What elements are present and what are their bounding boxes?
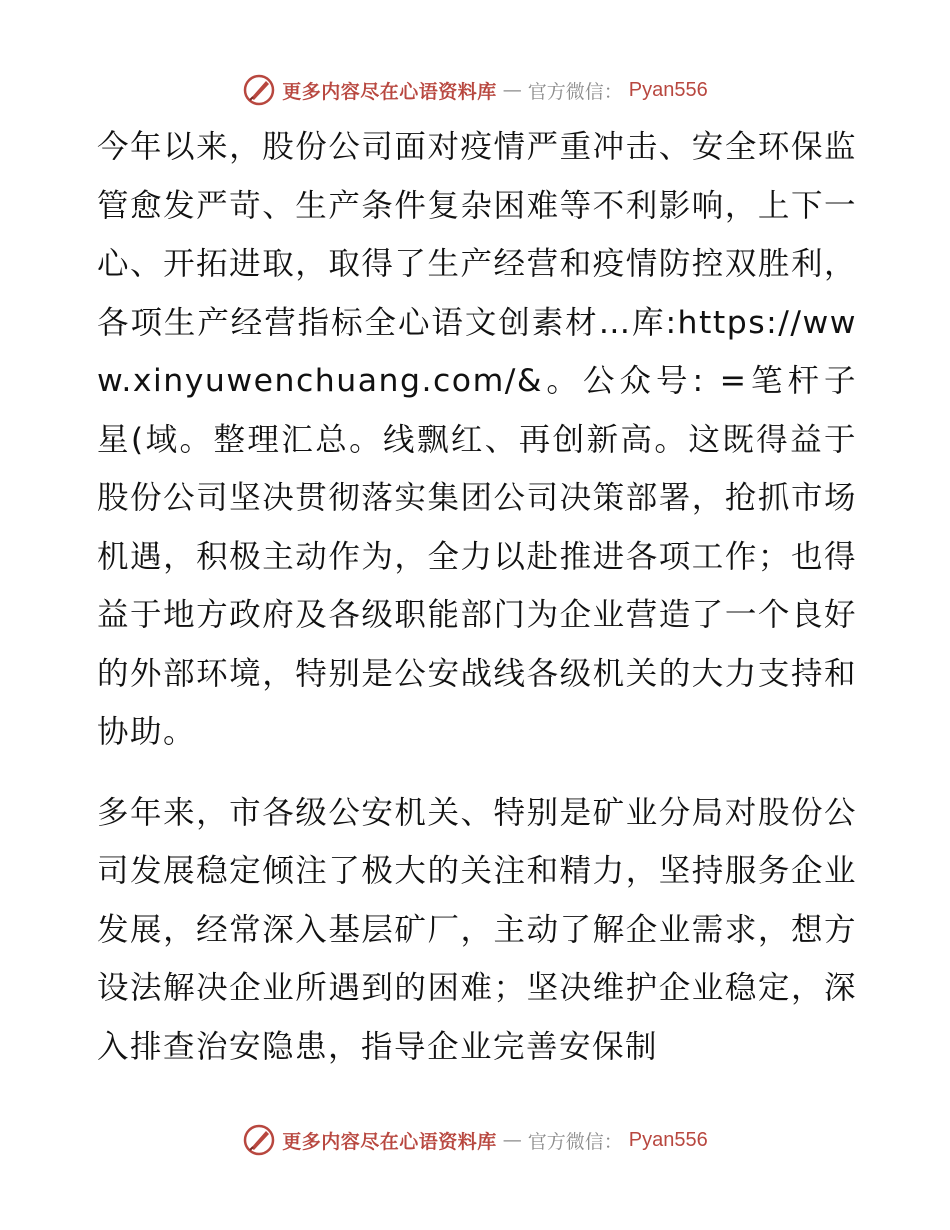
body-paragraph-1: 今年以来，股份公司面对疫情严重冲击、安全环保监管愈发严苛、生产条件复杂困难等不利影响，上下一心、开拓进取，取得了生产经营和疫情防控双胜利，各项生产经营指标全心语文创素材…库:https://www.xinyuwenchuang.com/&。公众号: =笔杆子星(域。整理汇总。线飘红、再创新高。这既得益于股份公司坚决贯彻落实集团公司决策部署，抢抓市场机遇，积极主动作为，全力以赴推进各项工作；也得益于地方政府及各级职能部门为企业营造了一个良好的外部环境，特别是公安战线各级机关的大力支持和协助。 (97, 129, 857, 750)
banner-brand-text: 更多内容尽在心语资料库 (282, 1130, 497, 1153)
banner-separator: — (502, 1129, 522, 1151)
header-banner (0, 70, 950, 110)
banner-separator: — (502, 79, 522, 101)
footer-banner (0, 1120, 950, 1160)
banner-wechat-id: Pyan556 (628, 78, 708, 101)
body-paragraph-2: 多年来，市各级公安机关、特别是矿业分局对股份公司发展稳定倾注了极大的关注和精力，坚持服务企业发展，经常深入基层矿厂，主动了解企业需求，想方设法解决企业所遇到的困难；坚决维护企业稳定，深入排查治安隐患，指导企业完善安保制 (97, 794, 857, 1065)
banner-brand-text: 更多内容尽在心语资料库 (282, 80, 497, 103)
document-body (97, 118, 857, 1076)
banner-wechat-id: Pyan556 (628, 1128, 708, 1151)
quill-pen-logo-icon (242, 1123, 276, 1157)
quill-pen-logo-icon (242, 73, 276, 107)
banner-wechat-label: 官方微信： (527, 80, 623, 103)
banner-wechat-label: 官方微信： (527, 1130, 623, 1153)
